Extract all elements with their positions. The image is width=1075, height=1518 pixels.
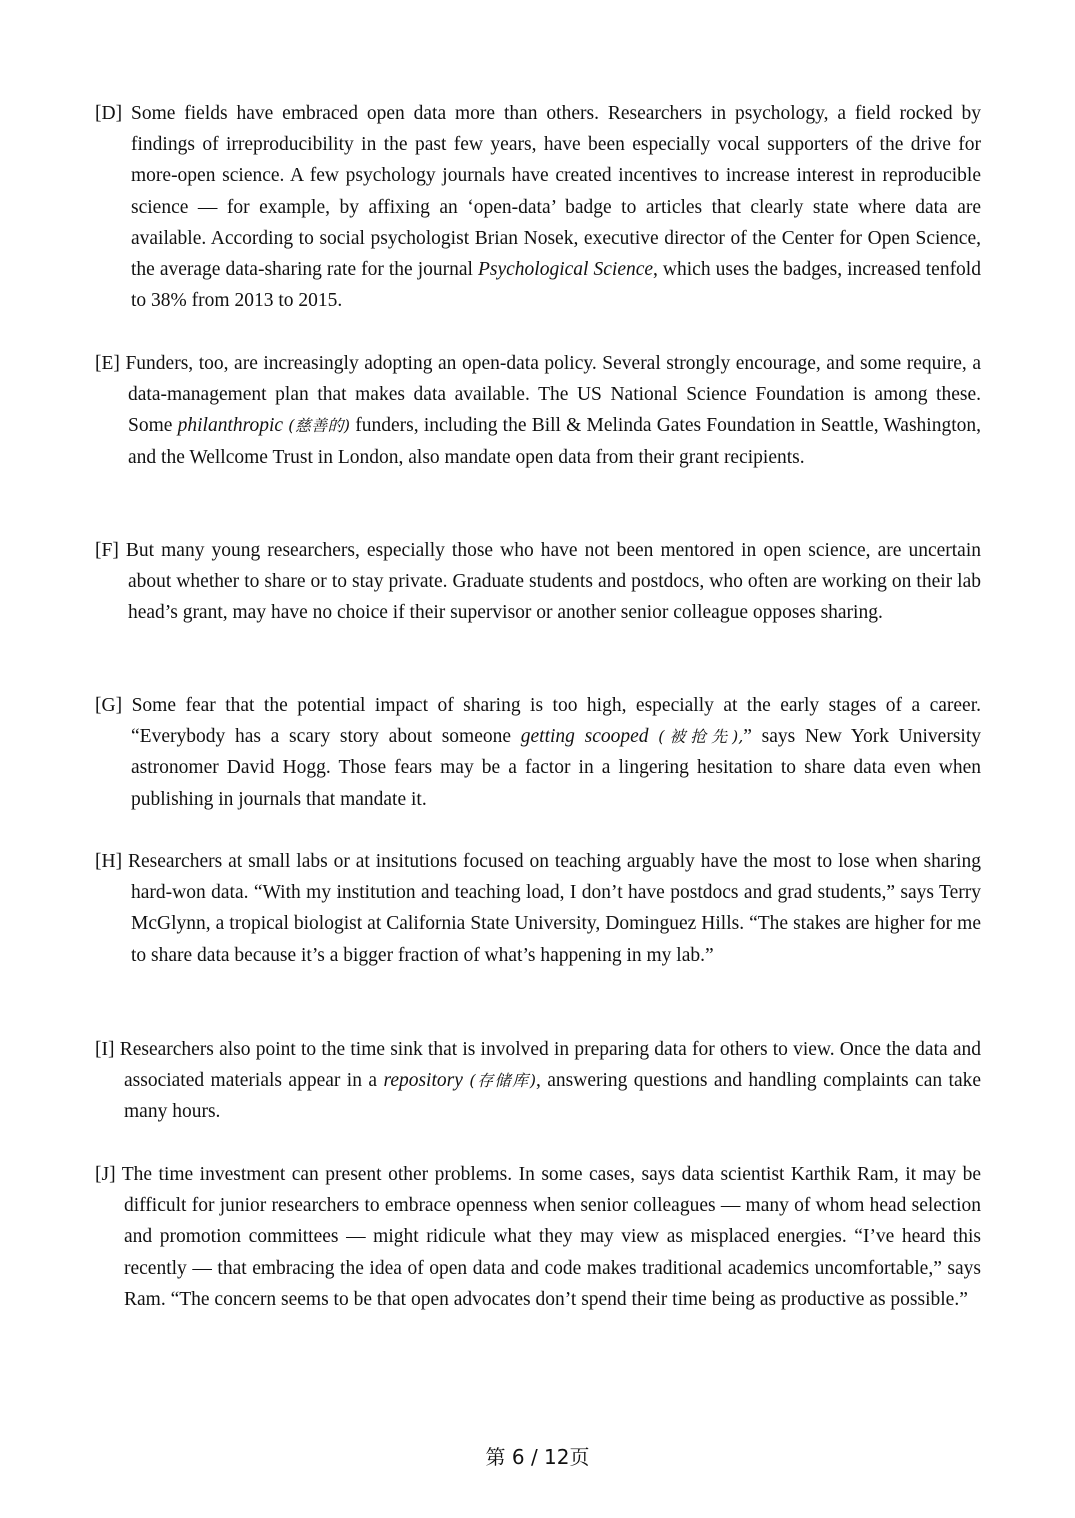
page-number: 第 6 / 12页 (485, 1445, 590, 1469)
paragraph-label: [G] (95, 695, 123, 716)
paragraph-h (95, 846, 981, 971)
chinese-gloss: (慈善的) (288, 416, 351, 436)
paragraph-e (95, 348, 981, 473)
paragraph-text: Funders, too, are increasingly adopting an open-data policy. Several strongly encourage, and some require, a data-management plan that makes data available. The US National Science Foundation is among these. Some (125, 353, 981, 437)
paragraph-j (95, 1159, 981, 1315)
chinese-gloss: (存储库) (469, 1071, 536, 1091)
paragraph-label: [D] (95, 103, 123, 124)
glossed-term: getting scooped (520, 726, 649, 748)
paragraph-label: [H] (95, 851, 123, 872)
paragraph-f (95, 535, 981, 629)
paragraph-d (95, 98, 981, 316)
paragraph-text: The time investment can present other problems. In some cases, says data scientist Karthik Ram, it may be difficult for junior researchers to embrace openness when senior colleagues — many of whom head selection and promotion committees — might ridicule what they may view as misplaced energies. “I’ve heard this recently — that embracing the idea of open data and code makes traditional academics uncomfortable,” says Ram. “The concern seems to be that open advocates don’t spend their time being as productive as possible.” (121, 1164, 981, 1310)
paragraph-text: Some fields have embraced open data more than others. Researchers in psychology, a field rocked by findings of irreproducibility in the past few years, have been especially vocal supporters of the drive for more-open science. A few psychology journals have created incentives to increase interest in reproducible science — for example, by affixing an ‘open-data’ badge to articles that clearly state where data are available. According to social psychologist Brian Nosek, executive director of the Center for Open Science, the average data-sharing rate for the journal (130, 103, 981, 281)
paragraph-text: Researchers at small labs or at insitutions focused on teaching arguably have the most to lose when sharing hard-won data. “With my institution and teaching load, I don’t have postdocs and grad students,” says Terry McGlynn, a tropical biologist at California State University, Dominguez Hills. “The stakes are higher for me to share data because it’s a bigger fraction of what’s happening in my lab.” (128, 851, 981, 966)
glossed-term: philanthropic (177, 415, 284, 437)
chinese-gloss: (被抢先), (658, 727, 744, 747)
paragraph-g (95, 690, 981, 815)
journal-title: Psychological Science (478, 259, 654, 281)
paragraph-label: [F] (95, 540, 119, 561)
paragraph-i (95, 1034, 981, 1128)
paragraph-label: [J] (95, 1164, 116, 1185)
paragraph-text: funders, including the Bill & Melinda Gates Foundation in Seattle, Washington, and the Wellcome Trust in London, also mandate open data from their grant recipients. (128, 415, 982, 468)
paragraph-text: Some fear that the potential impact of sharing is too high, especially at the early stages of a career. “Everybody has a scary story about someone (131, 695, 982, 748)
paragraph-text: But many young researchers, especially those who have not been mentored in open science, are uncertain about whether to share or to stay private. Graduate students and postdocs, who often are working on their lab head’s grant, may have no choice if their supervisor or another senior colleague opposes sharing. (125, 540, 981, 624)
paragraph-text: Researchers also point to the time sink that is involved in preparing data for others to view. Once the data and associated materials appear in a (119, 1039, 981, 1092)
paragraph-label: [I] (95, 1039, 115, 1060)
paragraph-label: [E] (95, 353, 120, 374)
glossed-term: repository (383, 1070, 463, 1092)
paragraph-text: ” says New York University astronomer David Hogg. Those fears may be a factor in a lingering hesitation to share data even when publishing in journals that mandate it. (131, 726, 981, 810)
paragraph-text: , which uses the badges, increased tenfold to 38% from 2013 to 2015. (131, 259, 981, 312)
paragraph-text: , answering questions and handling complaints can take many hours. (124, 1070, 982, 1123)
